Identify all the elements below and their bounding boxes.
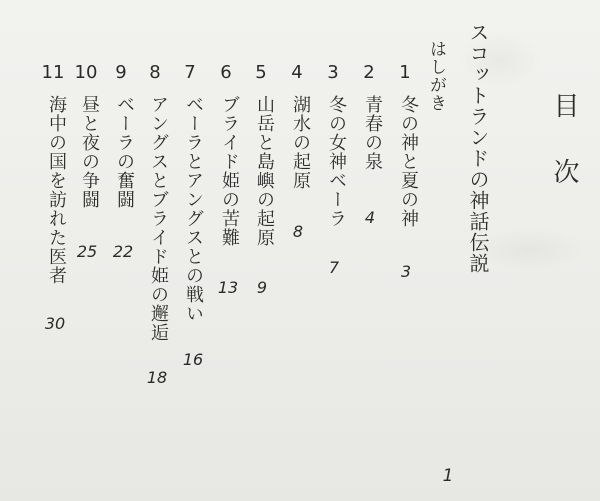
chapter-title: 冬の神と夏の神 bbox=[398, 95, 419, 228]
chapter-page: 16 bbox=[182, 350, 204, 369]
chapter-number: 3 bbox=[327, 62, 339, 83]
chapter-number: 7 bbox=[184, 62, 196, 83]
chapter-title: 昼と夜の争闘 bbox=[79, 95, 100, 209]
chapter-page: 7 bbox=[328, 258, 340, 277]
chapter-title: ブライド姫の苦難 bbox=[219, 95, 240, 247]
chapter-number: 4 bbox=[291, 62, 303, 83]
chapter-page: 13 bbox=[217, 278, 239, 297]
chapter-number: 5 bbox=[255, 62, 267, 83]
chapter-page: 3 bbox=[400, 262, 412, 281]
chapter-number: 9 bbox=[115, 62, 127, 83]
chapter-number: 6 bbox=[220, 62, 232, 83]
toc-heading: 目次 bbox=[549, 92, 579, 224]
chapter-title: 冬の女神ベーラ bbox=[326, 95, 347, 228]
chapter-page: 30 bbox=[44, 314, 66, 333]
chapter-number: 8 bbox=[149, 62, 161, 83]
chapter-title: 山岳と島嶼の起原 bbox=[254, 95, 275, 247]
page-number: 1 bbox=[442, 466, 454, 486]
chapter-title: 青春の泉 bbox=[362, 95, 383, 171]
chapter-title: ベーラとアングスとの戦い bbox=[183, 95, 204, 323]
book-subtitle: スコットランドの神話伝説 bbox=[466, 22, 490, 274]
chapter-number: 11 bbox=[41, 62, 65, 83]
chapter-page: 18 bbox=[146, 368, 168, 387]
chapter-title: 湖水の起原 bbox=[290, 95, 311, 190]
chapter-title: ベーラの奮闘 bbox=[114, 95, 135, 209]
chapter-page: 22 bbox=[112, 242, 134, 261]
chapter-title: アングスとブライド姫の邂逅 bbox=[148, 95, 169, 342]
chapter-page: 4 bbox=[364, 208, 376, 227]
chapter-page: 8 bbox=[292, 222, 304, 241]
chapter-title: 海中の国を訪れた医者 bbox=[46, 95, 67, 285]
chapter-page: 25 bbox=[76, 242, 98, 261]
chapter-number: 10 bbox=[74, 62, 98, 83]
foreword-entry: はしがき bbox=[426, 40, 446, 112]
chapter-page: 9 bbox=[256, 278, 268, 297]
chapter-number: 2 bbox=[363, 62, 375, 83]
chapter-number: 1 bbox=[399, 62, 411, 83]
